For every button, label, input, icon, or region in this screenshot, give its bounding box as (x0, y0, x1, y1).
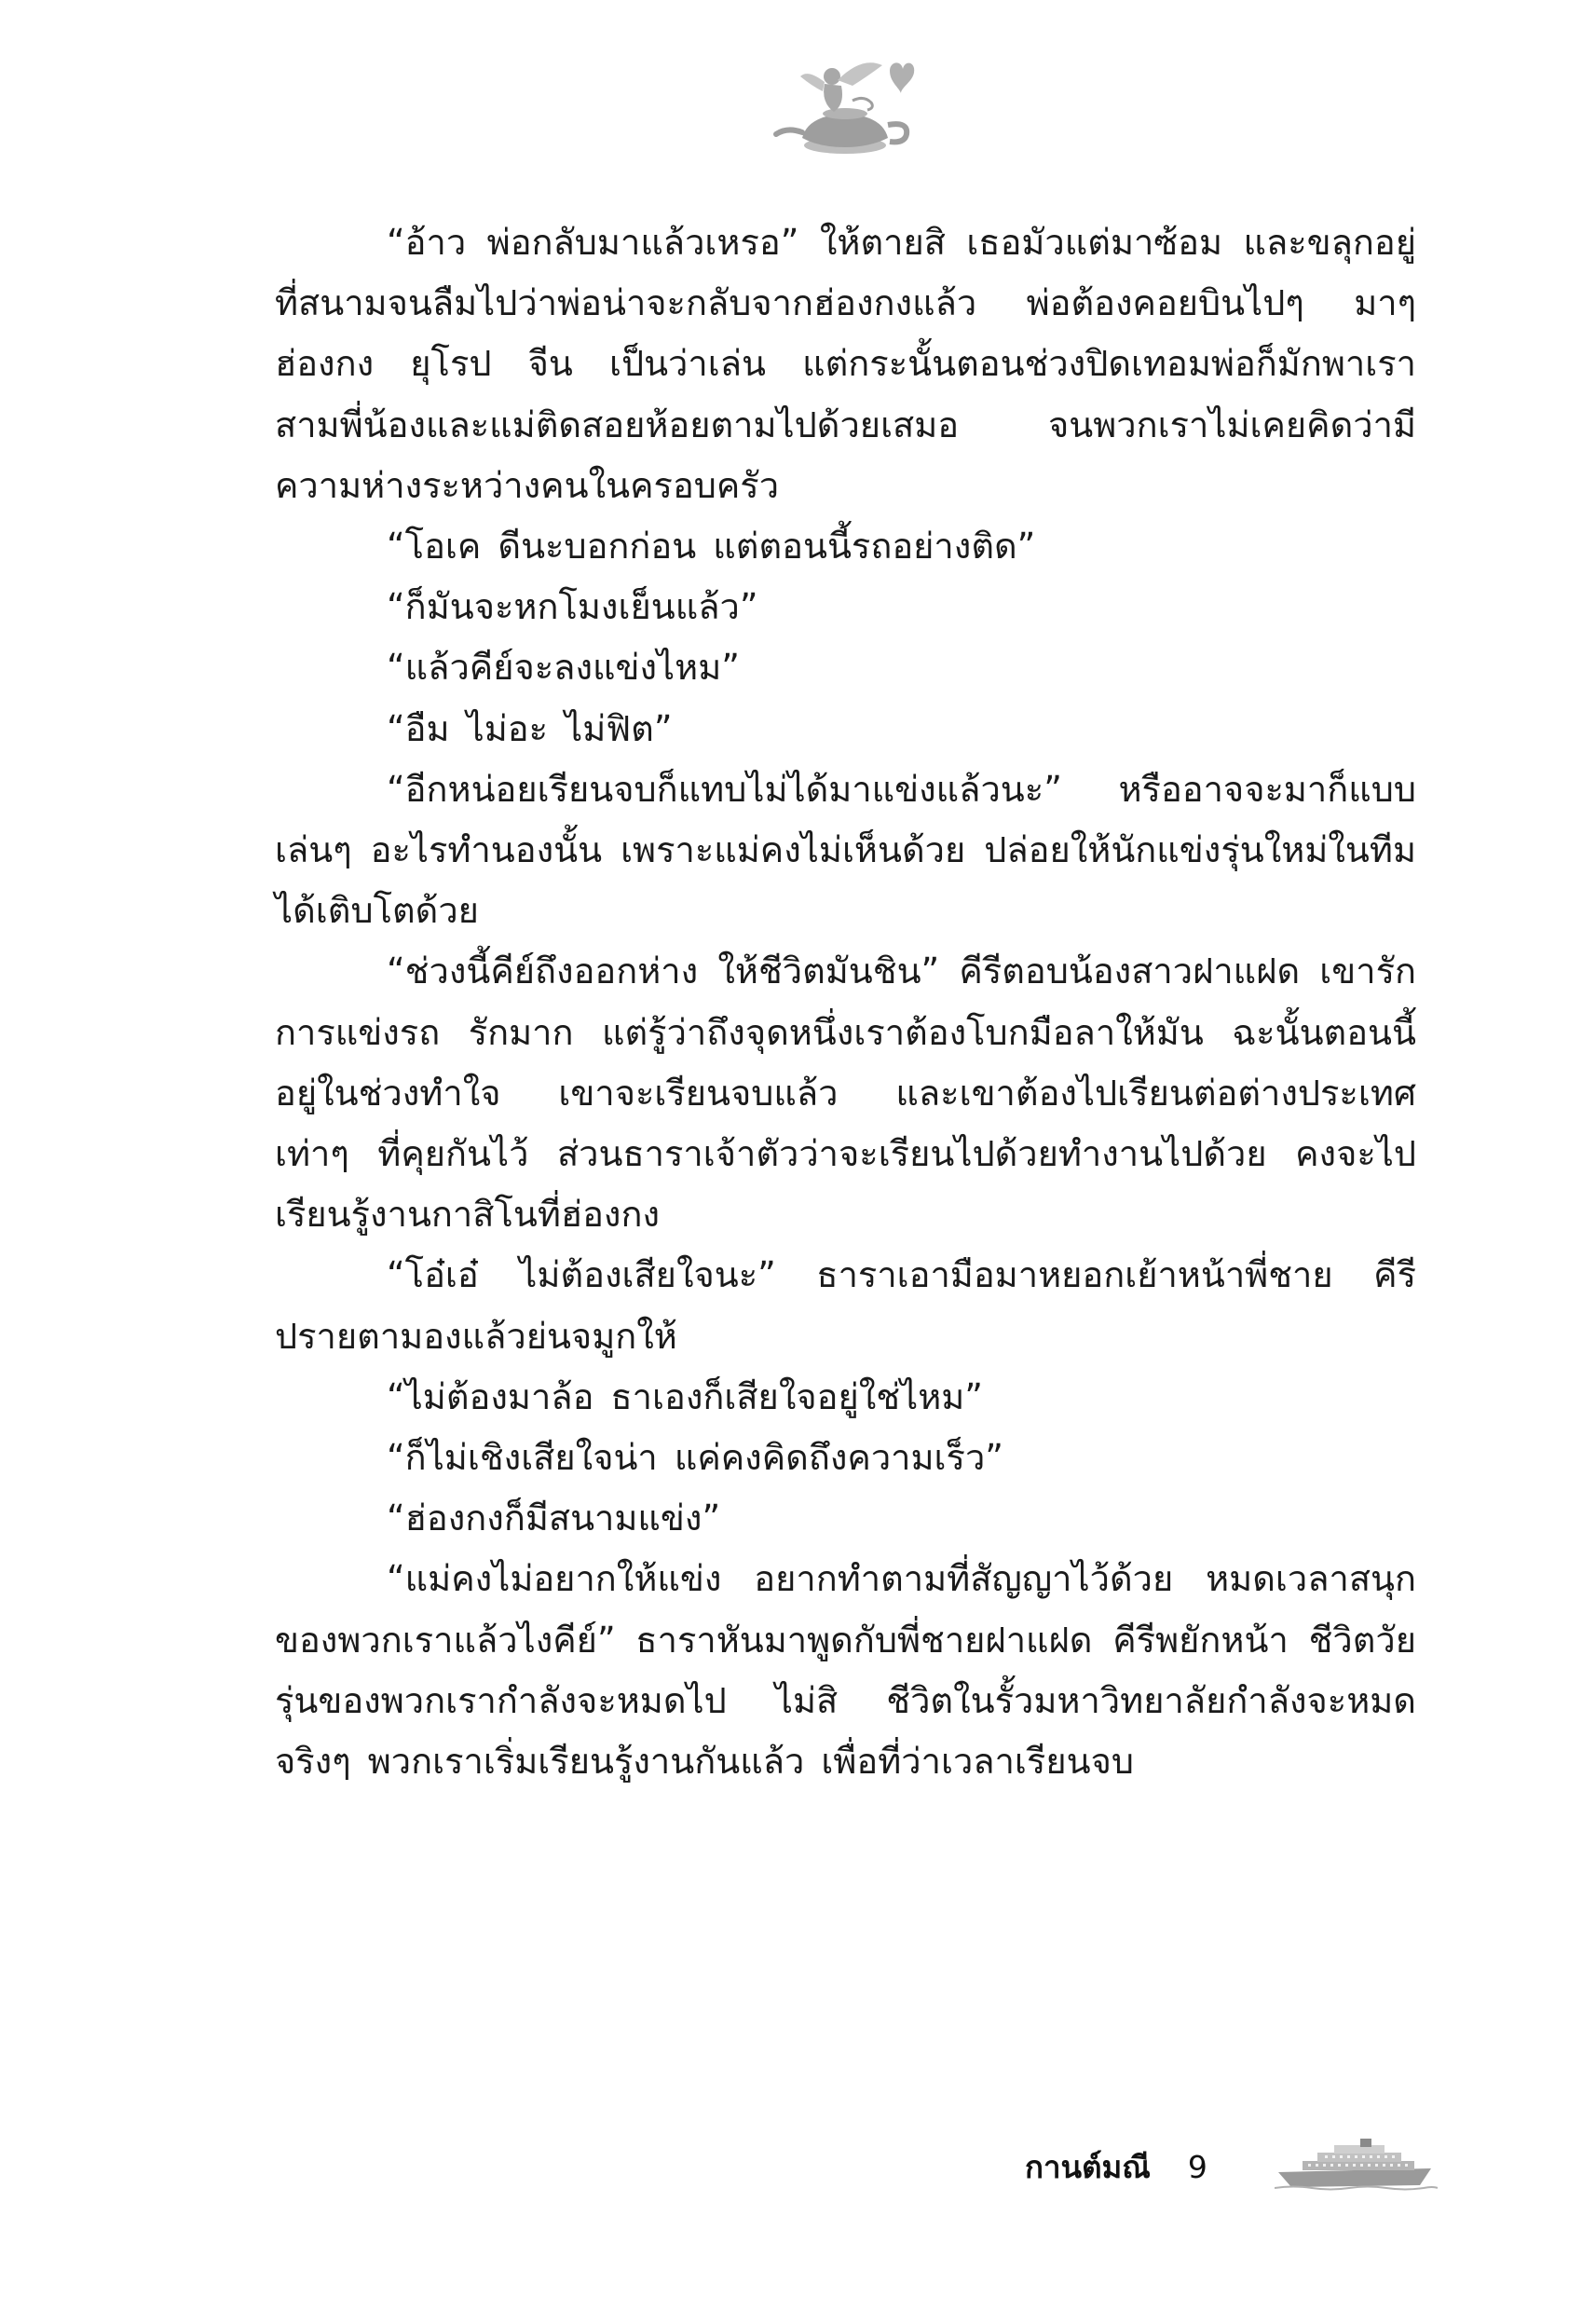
paragraph: “แม่คงไม่อยากให้แข่ง อยากทำตามที่สัญญาไว้ด้วย หมดเวลาสนุกของพวกเราแล้วไงคีย์” ธาราหันมาพูดกับพี่ชายฝาแฝด คีรีพยักหน้า ชีวิตวัยรุ่นของพวกเรากำลังจะหมดไป ไม่สิ ชีวิตในรั้วมหาวิทยาลัยกำลังจะหมด จริงๆ พวกเราเริ่มเรียนรู้งานกันแล้ว เพื่อที่ว่าเวลาเรียนจบ (275, 1558, 1416, 1783)
paragraph: “ก็ไม่เชิงเสียใจน่า แค่คงคิดถึงความเร็ว” (387, 1437, 1003, 1479)
paragraph: “อืม ไม่อะ ไม่ฟิต” (387, 707, 673, 749)
paragraph: “โอ๋เอ๋ ไม่ต้องเสียใจนะ” ธาราเอามือมาหยอกเย้าหน้าพี่ชาย คีรีปรายตามองแล้วย่นจมูกให้ (275, 1254, 1416, 1357)
paragraph: “แล้วคีย์จะลงแข่งไหม” (387, 647, 740, 689)
paragraph: “อ้าว พ่อกลับมาแล้วเหรอ” ให้ตายสิ เธอมัวแต่มาซ้อม และขลุกอยู่ที่สนามจนลืมไปว่าพ่อน่าจะกลับจากฮ่องกงแล้ว พ่อต้องคอยบินไปๆ มาๆ ฮ่องกง ยุโรป จีน เป็นว่าเล่น แต่กระนั้นตอนช่วงปิดเทอมพ่อก็มักพาเราสามพี่น้องและแม่ติดสอยห้อยตามไปด้วยเสมอ จนพวกเราไม่เคยคิดว่ามีความห่างระหว่างคนในครอบครัว (275, 222, 1416, 506)
paragraph: “ฮ่องกงก็มีสนามแข่ง” (387, 1497, 721, 1539)
book-title: กานต์มณี (1025, 2148, 1151, 2185)
paragraph: “ช่วงนี้คีย์ถึงออกห่าง ให้ชีวิตมันชิน” คีรีตอบน้องสาวฝาแฝด เขารักการแข่งรถ รักมาก แต่รู้ว่าถึงจุดหนึ่งเราต้องโบกมือลาให้มัน ฉะนั้นตอนนี้อยู่ในช่วงทำใจ เขาจะเรียนจบแล้ว และเขาต้องไปเรียนต่อต่างประเทศ เท่าๆ ที่คุยกันไว้ ส่วนธาราเจ้าตัวว่าจะเรียนไปด้วยทำงานไปด้วย คงจะไปเรียนรู้งานกาสิโนที่ฮ่องกง (275, 950, 1416, 1236)
paragraph: “อีกหน่อยเรียนจบก็แทบไม่ได้มาแข่งแล้วนะ” หรืออาจจะมาก็แบบเล่นๆ อะไรทำนองนั้น เพราะแม่คงไม่เห็นด้วย ปล่อยให้นักแข่งรุ่นใหม่ในทีมได้เติบโตด้วย (275, 768, 1416, 932)
body-text (275, 212, 1416, 1792)
paragraph: “ไม่ต้องมาล้อ ธาเองก็เสียใจอยู่ใช่ไหม” (387, 1375, 983, 1417)
paragraph: “ก็มันจะหกโมงเย็นแล้ว” (387, 586, 758, 628)
cruise-ship-icon (1275, 2137, 1438, 2191)
page-number: 9 (1187, 2148, 1207, 2185)
page-footer (1025, 2134, 1207, 2199)
angel-teapot-ornament-icon (759, 48, 918, 158)
paragraph: “โอเค ดีนะบอกก่อน แต่ตอนนี้รถอย่างติด” (387, 526, 1036, 567)
